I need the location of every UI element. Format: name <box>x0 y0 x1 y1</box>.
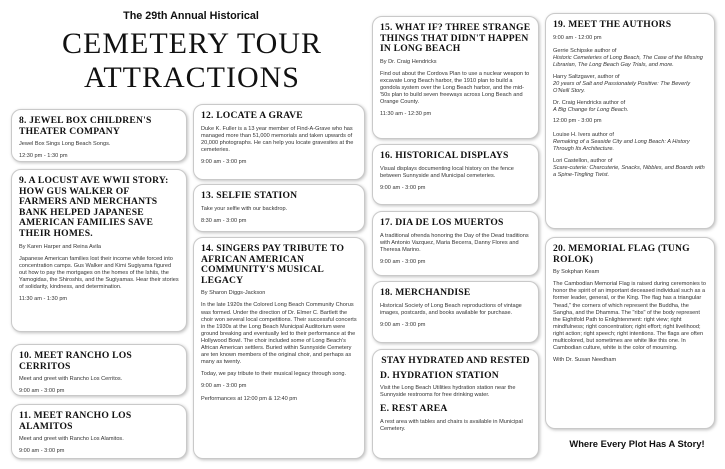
card-15-body: Find out about the Cordova Plan to use a nuclear weapon to excavate Long Beach harbor, the 1910 plan to build a gondola system over the Long Beach harbor, and the mid-'50s plan to build seven freeways across Long Beach and Orange County. <box>380 70 530 106</box>
card-8-title: 8. JEWEL BOX CHILDREN'S THEATER COMPANY <box>19 115 152 137</box>
author-line: Gerrie Schipske author of <box>553 47 617 54</box>
card-16-body: Visual displays documenting local history on the fence between Sunnyside and Municipal cemeteries. <box>380 165 514 179</box>
card-17 <box>372 211 539 276</box>
author-book: Remaking of a Seaside City and Long Beach: A History Through Its Architecture. <box>553 138 690 152</box>
card-13 <box>193 184 365 232</box>
card-20-title: 20. MEMORIAL FLAG (TUNG ROLOK) <box>553 243 690 265</box>
card-hydration-title: D. HYDRATION STATION <box>380 369 499 381</box>
card-13-body: Take your selfie with our backdrop. <box>201 205 288 212</box>
card-19-time2: 12:00 pm - 3:00 pm <box>553 118 602 125</box>
card-13-time: 8:30 am - 3:00 pm <box>201 217 247 224</box>
card-18-title: 18. MERCHANDISE <box>380 287 471 298</box>
card-9-body: Japanese American families lost their income while forced into concentration camps. Gus Walker and Kimi Sugiyama figured out how to pay the mortgages on the homes of the Ishiis, the Yamogidas, the Shiroshis, and the Sugiyamas. Hear their stories of solidarity, kindness, and determination. <box>19 255 179 291</box>
card-rest-title: E. REST AREA <box>380 403 448 415</box>
card-18-body: Historical Society of Long Beach reproductions of vintage images, postcards, and books available for purchase. <box>380 302 522 316</box>
author-line: Lori Castellon, author of <box>553 157 613 164</box>
card-14-byline: By Sharon Diggs-Jackson <box>201 290 266 297</box>
card-19-title: 19. MEET THE AUTHORS <box>553 19 672 30</box>
header-title-line1: CEMETERY TOUR <box>62 27 322 60</box>
card-10 <box>11 344 187 396</box>
card-15-time: 11:30 am - 12:30 pm <box>380 111 432 118</box>
card-20-body: The Cambodian Memorial Flag is raised during ceremonies to honor the spirit of an important deceased individual such as a former leader, general, or the King. The flag has a triangular "head," the corners of which represent the Buddha, the Sangha, and the Dhamma. The "ribs" of the body represent the Eightfold Path to Enlightenment: right view; right mindfulness; right concentration; right effort; right livelihood; right action; right speech; right intentions. The flags are often multicolored, but sometimes are white like this one. In Cambodian culture, white is the color of mourning. <box>553 281 706 352</box>
card-14-body2: Today, we pay tribute to their musical legacy through song. <box>201 371 347 378</box>
card-14 <box>193 237 365 459</box>
card-19-time: 9:00 am - 12:00 pm <box>553 34 602 41</box>
card-10-time: 9:00 am - 3:00 pm <box>19 388 65 395</box>
card-15 <box>372 16 539 139</box>
author-entry <box>553 74 707 95</box>
card-14-title: 14. SINGERS PAY TRIBUTE TO AFRICAN AMERICAN COMMUNITY'S MUSICAL LEGACY <box>201 243 345 286</box>
card-10-body: Meet and greet with Rancho Los Cerritos. <box>19 376 123 383</box>
author-line: Louise H. Ivers author of <box>553 131 614 138</box>
card-20-byline: By Sokphan Keam <box>553 269 600 276</box>
card-12-title: 12. LOCATE A GRAVE <box>201 110 303 121</box>
card-16-title: 16. HISTORICAL DISPLAYS <box>380 150 509 161</box>
author-line: Dr. Craig Hendricks author of <box>553 100 626 107</box>
card-9 <box>11 169 187 332</box>
card-17-body: A traditional ofrenda honoring the Day of the Dead traditions with Antonio Vazquez, Maria Becerra, Danny Flores and Theresa Marino. <box>380 232 529 253</box>
card-16-time: 9:00 am - 3:00 pm <box>380 184 426 191</box>
card-rest-body: A rest area with tables and chairs is available in Municipal Cemetery. <box>380 418 523 433</box>
card-12 <box>193 104 365 180</box>
card-19 <box>545 13 715 229</box>
card-9-time: 11:30 am - 1:30 pm <box>19 296 68 303</box>
card-10-title: 10. MEET RANCHO LOS CERRITOS <box>19 350 132 372</box>
card-12-time: 9:00 am - 3:00 pm <box>201 158 247 165</box>
card-8-body: Jewel Box Sings Long Beach Songs. <box>19 141 111 148</box>
card-8 <box>11 109 187 162</box>
card-18-time: 9:00 am - 3:00 pm <box>380 321 426 328</box>
author-book: Historic Cemeteries of Long Beach, The Case of the Missing Librarian, The Long Beach Gay Trials, and more. <box>553 54 703 68</box>
card-14-time: 9:00 am - 3:00 pm <box>201 383 247 390</box>
card-12-body: Duke K. Fuller is a 13 year member of Find-A-Grave who has managed more than 51,000 memorials and taken upwards of 20,000 photographs. He can help you locate gravesites at the cemeteries. <box>201 125 354 153</box>
card-18 <box>372 281 539 343</box>
card-11 <box>11 404 187 459</box>
header-subtitle: The 29th Annual Historical <box>123 10 259 22</box>
card-20 <box>545 237 715 429</box>
card-hydration-heading: STAY HYDRATED AND RESTED <box>381 355 530 366</box>
card-14-time2: Performances at 12:00 pm & 12:40 pm <box>201 395 298 402</box>
author-book: Scare-cuterie: Charcuterie, Snacks, Nibbles, and Boards with a Spine-Tingling Twist. <box>553 164 705 178</box>
author-book: 20 years of Salt and Passionately Positive: The Beverly O'Neill Story. <box>553 81 691 95</box>
card-hydration-body: Visit the Long Beach Utilities hydration station near the Sunnyside restrooms for free drinking water. <box>380 385 516 399</box>
card-17-time: 9:00 am - 3:00 pm <box>380 258 426 265</box>
card-20-sign: With Dr. Susan Needham <box>553 357 617 364</box>
card-9-title: 9. A LOCUST AVE WWII STORY: HOW GUS WALKER OF FARMERS AND MERCHANTS BANK HELPED JAPANESE AMERICAN FAMILIES SAVE THEIR HOMES. <box>19 175 169 239</box>
author-entry <box>553 100 707 114</box>
card-hydration <box>372 349 539 459</box>
author-entry <box>553 158 707 179</box>
header-title-line2: ATTRACTIONS <box>83 61 300 94</box>
author-line: Harry Saltzgaver, author of <box>553 73 620 80</box>
card-9-byline: By Karen Harper and Reina Avila <box>19 243 101 250</box>
card-15-byline: By Dr. Craig Hendricks <box>380 58 437 65</box>
card-13-title: 13. SELFIE STATION <box>201 190 298 201</box>
footer-tagline: Where Every Plot Has A Story! <box>569 438 705 449</box>
card-11-title: 11. MEET RANCHO LOS ALAMITOS <box>19 410 132 432</box>
card-17-title: 17. DIA DE LOS MUERTOS <box>380 217 504 228</box>
card-11-time: 9:00 am - 3:00 pm <box>19 448 65 455</box>
card-15-title: 15. WHAT IF? THREE STRANGE THINGS THAT DIDN'T HAPPEN IN LONG BEACH <box>380 22 531 55</box>
card-8-time: 12:30 pm - 1:30 pm <box>19 153 68 160</box>
author-entry <box>553 132 707 153</box>
card-11-body: Meet and greet with Rancho Los Alamitos. <box>19 436 124 443</box>
card-14-body: In the late 1920s the Colored Long Beach Community Chorus was formed. Under the direction of Dr. Elmer C. Bartlett the choir won several local competitions. Their successful concerts in the 1930s at the Long Beach Municipal Auditorium were ground breaking and eventually led to their performance at the Hollywood Bowl. The choir included some of Long Beach's African American settlers. Buried within Sunnyside Cemetery are ten known members of the original choir, and perhaps as many as twenty. <box>201 302 357 366</box>
author-entry <box>553 48 707 69</box>
card-16 <box>372 144 539 205</box>
author-book: A Big Change for Long Beach. <box>553 107 629 114</box>
